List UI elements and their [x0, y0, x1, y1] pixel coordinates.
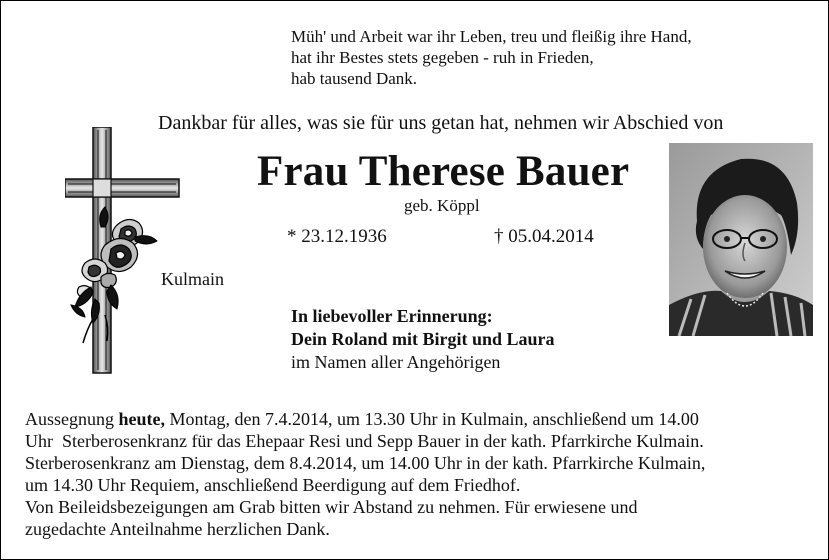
details-line: Uhr Sterberosenkranz für das Ehepaar Resi und Sepp Bauer in der kath. Pfarrkirche Kulmain. — [25, 431, 704, 451]
poem-line: hab tausend Dank. — [291, 69, 418, 88]
portrait-photo — [669, 143, 813, 336]
birth-date: * 23.12.1936 — [287, 226, 387, 247]
poem-line: Müh' und Arbeit war ihr Leben, treu und fleißig ihre Hand, — [291, 27, 692, 46]
details-line: Sterberosenkranz am Dienstag, dem 8.4.2014, um 14.00 Uhr in der kath. Pfarrkirche Kulmain, — [25, 453, 706, 473]
maiden-name: geb. Köppl — [404, 196, 480, 215]
place-name: Kulmain — [161, 269, 224, 289]
details-line: Von Beileidsbezeigungen am Grab bitten wir Abstand zu nehmen. Für erwiesene und — [25, 497, 638, 517]
cross-with-rose-icon — [65, 127, 181, 375]
relatives-note: im Namen aller Angehörigen — [291, 352, 501, 372]
details-text: Aussegnung — [25, 409, 119, 429]
details-line: um 14.30 Uhr Requiem, anschließend Beerdigung auf dem Friedhof. — [25, 475, 521, 495]
service-details — [25, 408, 815, 540]
deceased-name: Frau Therese Bauer — [257, 148, 630, 195]
details-line — [25, 408, 815, 430]
farewell-intro: Dankbar für alles, was sie für uns getan hat, nehmen wir Abschied von — [158, 112, 724, 134]
details-emphasis: heute, — [118, 409, 165, 429]
memorial-signature — [291, 305, 555, 374]
memory-heading: In liebevoller Erinnerung: — [291, 306, 493, 326]
poem-line: hat ihr Bestes stets gegeben - ruh in Frieden, — [291, 48, 594, 67]
details-line: zugedachte Anteilnahme herzlichen Dank. — [25, 519, 330, 539]
family-names: Dein Roland mit Birgit und Laura — [291, 329, 555, 349]
death-date: † 05.04.2014 — [494, 226, 594, 247]
details-text: Montag, den 7.4.2014, um 13.30 Uhr in Kulmain, anschließend um 14.00 — [165, 409, 699, 429]
memorial-poem — [291, 26, 751, 89]
